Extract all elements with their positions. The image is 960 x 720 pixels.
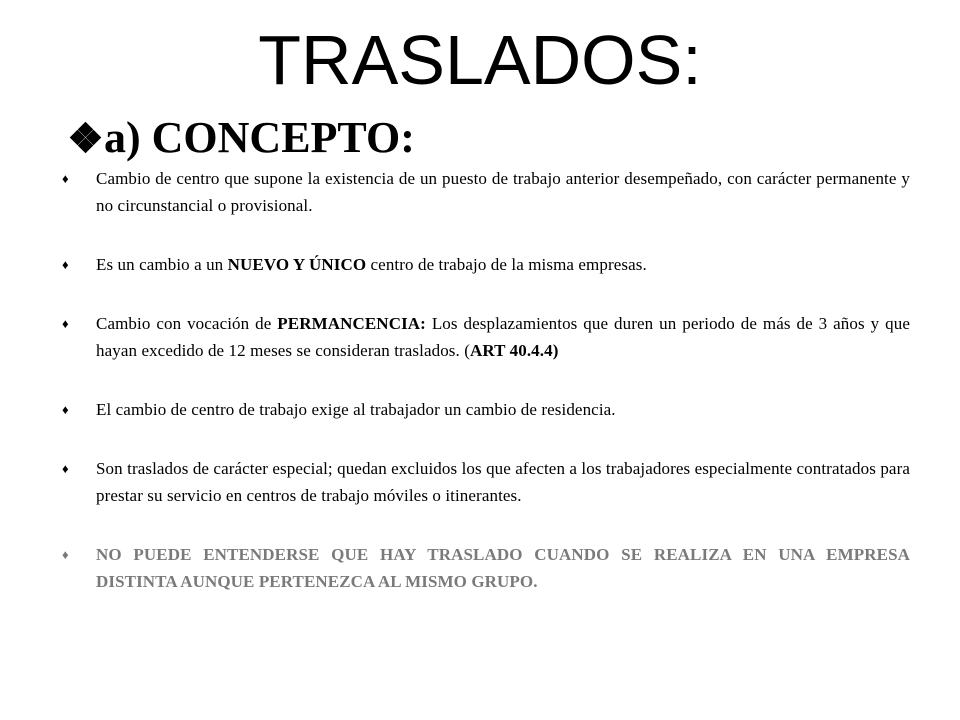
text-run: Es un cambio a un bbox=[96, 255, 228, 274]
diamond-bullet-icon: ♦ bbox=[62, 257, 69, 272]
text-run: centro de trabajo de la misma empresas. bbox=[366, 255, 647, 274]
text-run: Los desplazamientos que duren un periodo de más de 3 años y que hayan excedido de 12 meses se consideran traslados. ( bbox=[96, 314, 910, 360]
diamond-bullet-icon: ♦ bbox=[62, 461, 69, 476]
diamond-bullet-icon: ♦ bbox=[62, 402, 69, 417]
slide-title: TRASLADOS: bbox=[258, 21, 702, 99]
bullet-item bbox=[62, 310, 910, 364]
bold-text: PERMANCENCIA: bbox=[277, 314, 426, 333]
bullet-text bbox=[96, 310, 910, 364]
bullet-text bbox=[96, 251, 910, 278]
diamond-bullet-icon: ♦ bbox=[62, 316, 69, 331]
bold-text: NUEVO Y ÚNICO bbox=[227, 255, 367, 274]
bullet-item bbox=[62, 396, 910, 423]
bold-text: NO PUEDE ENTENDERSE QUE HAY TRASLADO CUANDO SE REALIZA EN UNA EMPRESA DISTINTA AUNQUE PERTENEZCA AL MISMO GRUPO. bbox=[96, 545, 910, 591]
bullet-text bbox=[96, 541, 910, 595]
bullet-text bbox=[96, 455, 910, 509]
bold-text: ART 40.4.4) bbox=[469, 341, 559, 360]
bullet-text bbox=[96, 165, 910, 219]
text-run: Cambio con vocación de bbox=[96, 314, 278, 333]
text-run: El cambio de centro de trabajo exige al trabajador un cambio de residencia. bbox=[96, 400, 616, 419]
section-heading-text: a) CONCEPTO: bbox=[104, 113, 415, 162]
diamond-bullet-icon: ♦ bbox=[62, 171, 69, 186]
four-diamond-bullet-icon bbox=[72, 124, 100, 152]
bullet-item bbox=[62, 251, 910, 278]
bullet-text bbox=[96, 396, 910, 423]
bullet-item bbox=[62, 165, 910, 219]
bullet-item bbox=[62, 455, 910, 509]
text-run: Son traslados de carácter especial; quedan excluidos los que afecten a los trabajadores especialmente contratados para prestar su servicio en centros de trabajo móviles o itinerantes. bbox=[96, 459, 910, 505]
bullet-item bbox=[62, 541, 910, 595]
bullet-list bbox=[62, 165, 910, 595]
diamond-bullet-icon: ♦ bbox=[62, 547, 69, 562]
text-run: Cambio de centro que supone la existencia de un puesto de trabajo anterior desempeñado, con carácter permanente y no circunstancial o provisional. bbox=[96, 169, 910, 215]
section-heading bbox=[72, 110, 415, 166]
